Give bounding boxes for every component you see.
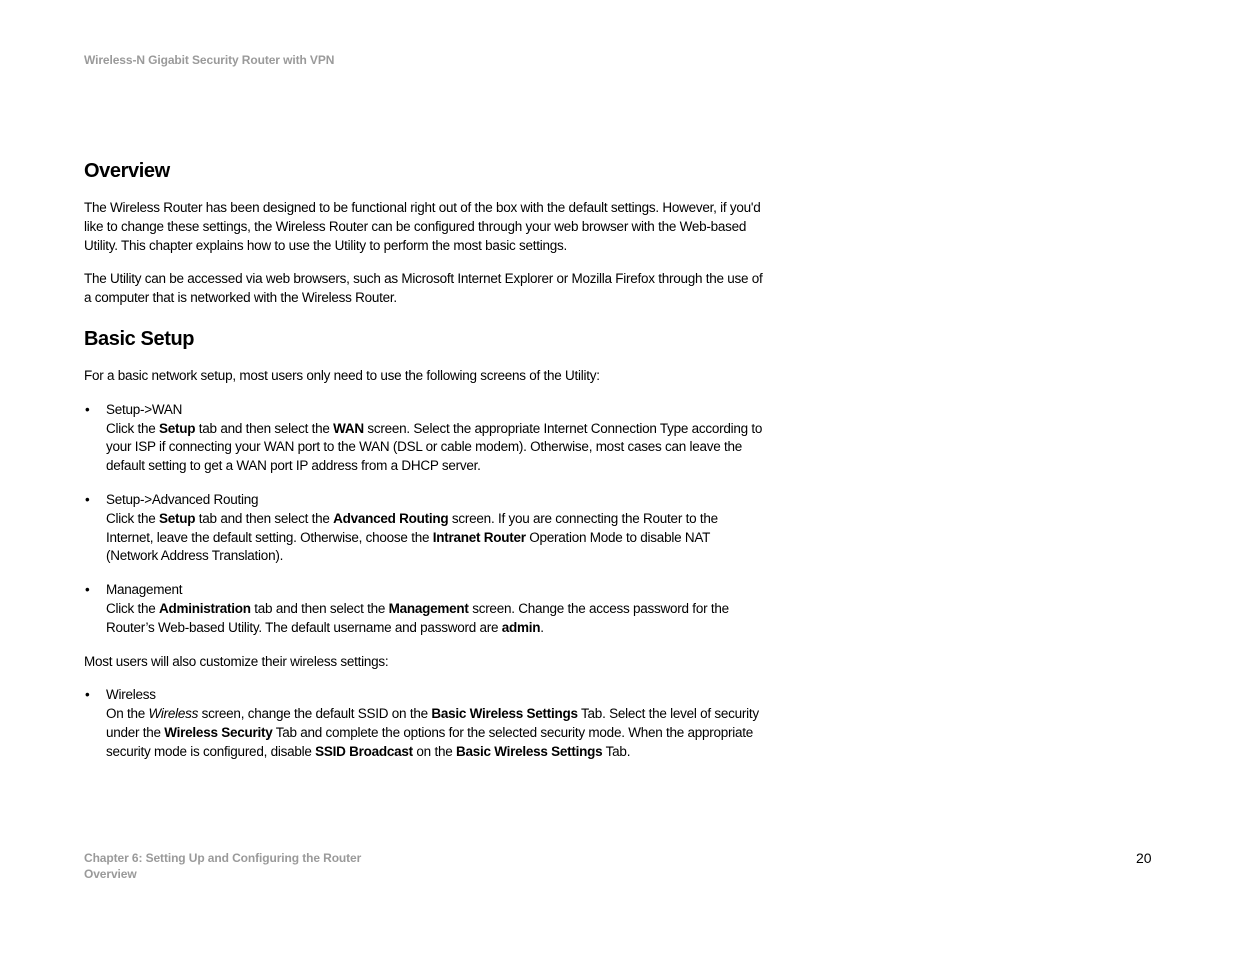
running-header: Wireless-N Gigabit Security Router with VPN [84,53,335,67]
list-item-text: Click the Setup tab and then select the WAN screen. Select the appropriate Internet Connection Type according to your ISP if connecting your WAN port to the WAN (DSL or cable modem). Otherwise, most cases can leave the default setting to get a WAN port IP address from a DHCP server. [106,420,763,474]
wireless-intro: Most users will also customize their wireless settings: [84,653,389,669]
bullet-icon: • [85,491,90,507]
list-item-text: On the Wireless screen, change the default SSID on the Basic Wireless Settings Tab. Select the level of security under the Wireless Security Tab and complete the options for the selected security mode. When the appropriate security mode is configured, disable SSID Broadcast on the Basic Wireless Settings Tab. [106,706,759,759]
wireless-list [84,686,764,761]
running-footer [84,850,361,882]
footer-chapter: Chapter 6: Setting Up and Configuring the Router [84,851,362,865]
basic-setup-intro: For a basic network setup, most users only need to use the following screens of the Utility: [84,367,600,383]
list-item-title: Wireless [106,687,156,703]
list-item-text: Click the Setup tab and then select the Advanced Routing screen. If you are connecting the Router to the Internet, leave the default setting. Otherwise, choose the Intranet Router Operation Mode to disable NAT (Network Address Translation). [106,510,718,564]
overview-heading: Overview [84,160,170,182]
list-item-title: Setup->WAN [106,401,183,417]
list-item-title: Management [106,582,183,598]
basic-setup-list [84,401,764,638]
basic-setup-heading: Basic Setup [84,327,195,350]
page-number: 20 [1136,850,1152,866]
list-item-title: Setup->Advanced Routing [106,491,259,507]
list-item-management [84,581,764,637]
list-item-setup-advanced-routing [84,491,764,566]
overview-paragraph-1: The Wireless Router has been designed to be functional right out of the box with the default settings. However, if you'd like to change these settings, the Wireless Router can be configured through your web browser with the Web-based Utility. This chapter explains how to use the Utility to perform the most basic settings. [84,200,761,253]
bullet-icon: • [85,687,90,703]
list-item-text: Click the Administration tab and then select the Management screen. Change the access password for the Router’s Web-based Utility. The default username and password are admin. [106,600,729,635]
bullet-icon: • [85,582,90,598]
list-item-setup-wan [84,401,764,476]
bullet-icon: • [85,401,90,417]
list-item-wireless [84,686,764,761]
main-content [84,160,764,762]
footer-section: Overview [84,867,137,881]
overview-paragraph-2: The Utility can be accessed via web browsers, such as Microsoft Internet Explorer or Mozilla Firefox through the use of a computer that is networked with the Wireless Router. [84,271,763,306]
